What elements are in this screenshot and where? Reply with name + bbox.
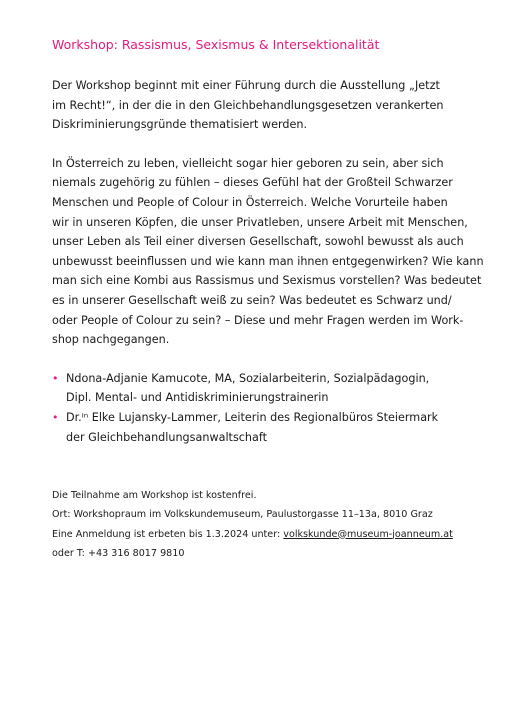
- page-title: Workshop: Rassismus, Sexismus & Intersektionalität: [52, 37, 380, 52]
- speaker-item: [52, 408, 472, 447]
- body-line: niemals zugehörig zu fühlen – dieses Gefühl hat der Großteil Schwarzer: [52, 176, 453, 190]
- location-text: Ort: Workshopraum im Volkskundemuseum, Paulustorgasse 11–13a, 8010 Graz: [52, 509, 433, 521]
- body-line: man sich eine Kombi aus Rassismus und Sexismus vorstellen? Was bedeutet: [52, 274, 482, 288]
- registration-text: [52, 525, 472, 544]
- speaker-item: [52, 369, 472, 408]
- email-link[interactable]: volkskunde@museum-joanneum.at: [283, 528, 453, 540]
- free-admission-text: Die Teilnahme am Workshop ist kostenfrei.: [52, 490, 257, 501]
- phone-text: oder T: +43 316 8017 9810: [52, 547, 185, 559]
- body-line: In Österreich zu leben, vielleicht sogar hier geboren zu sein, aber sich: [52, 156, 444, 170]
- speaker-line: Dr.ⁱⁿ Elke Lujansky-Lammer, Leiterin des Regionalbüros Steiermark: [66, 410, 439, 424]
- body-line: Menschen und People of Colour in Österreich. Welche Vorurteile haben: [52, 195, 448, 209]
- body-line: wir in unseren Köpfen, die unser Privatleben, unsere Arbeit mit Menschen,: [52, 215, 468, 229]
- body-line: es in unserer Gesellschaft weiß zu sein? Was bedeutet es Schwarz und/: [52, 293, 452, 307]
- body-line: shop nachgegangen.: [52, 333, 170, 347]
- speaker-list: [52, 369, 472, 447]
- intro-line: Der Workshop beginnt mit einer Führung durch die Ausstellung „Jetzt: [52, 79, 440, 92]
- body-paragraph: [52, 154, 484, 350]
- document-page: [52, 36, 484, 447]
- body-line: oder People of Colour zu sein? – Diese und mehr Fragen werden im Work-: [52, 313, 464, 327]
- intro-line: Diskriminierungsgründe thematisiert werden.: [52, 118, 307, 132]
- intro-line: im Recht!“, in der die in den Gleichbehandlungsgesetzen verankerten: [52, 98, 444, 112]
- registration-prefix: Eine Anmeldung ist erbeten bis 1.3.2024 unter:: [52, 528, 284, 540]
- speaker-line: Ndona-Adjanie Kamucote, MA, Sozialarbeiterin, Sozialpädagogin,: [66, 371, 430, 385]
- body-line: unser Leben als Teil einer diversen Gesellschaft, sowohl bewusst als auch: [52, 235, 464, 249]
- info-footer: [52, 486, 472, 563]
- speaker-line: Dipl. Mental- und Antidiskriminierungstrainerin: [66, 391, 329, 405]
- speaker-line: der Gleichbehandlungsanwaltschaft: [66, 430, 267, 444]
- bullet-icon: •: [52, 371, 59, 385]
- body-line: unbewusst beeinflussen und wie kann man ihnen entgegenwirken? Wie kann: [52, 254, 484, 268]
- bullet-icon: •: [52, 410, 59, 424]
- intro-paragraph: [52, 76, 472, 135]
